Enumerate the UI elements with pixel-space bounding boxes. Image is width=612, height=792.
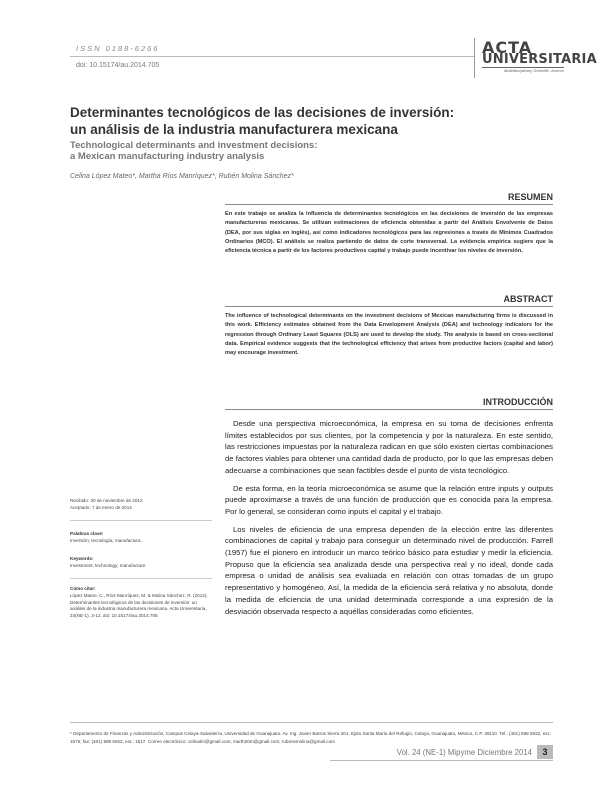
- abstract-rule: [225, 306, 553, 307]
- keywords-es-block: [70, 531, 212, 545]
- article-title-english: [70, 140, 520, 162]
- citation-block: [70, 586, 212, 620]
- keywords-en-block: [70, 556, 212, 570]
- author-affiliation-footnote: * Departamento de Finanzas y Administración, Campus Celaya-Salvatierra, Universidad de Guanajuato. Av. Ing. Javier Barros Sierra 201, Ejido Santa María del Refugio, Celaya, Guanajuato, México, C.P. 38110. Tel.: (461) 598 5922, ext.: 1575; fax: (461) 598 5922, ext.: 1517. Correo electrónico: celinalm@gmail.com; marth20m@gmail.com; rubensmolina@gmail.com: [70, 731, 552, 744]
- keywords-en-label: Keywords:: [70, 556, 94, 561]
- title-line-1: Determinantes tecnológicos de las decisiones de inversión:: [70, 105, 455, 120]
- logo-universitaria: UNIVERSITARIA: [482, 52, 597, 67]
- header-divider: [474, 38, 475, 78]
- authors: Celina López Mateo*, Martha Ríos Manríquez*, Rubén Molina Sánchez*: [70, 173, 294, 180]
- keywords-en: Investment; technology; manufacture.: [70, 562, 147, 568]
- title-en-line-1: Technological determinants and investment decisions:: [70, 140, 318, 151]
- footer-rule: [330, 760, 553, 761]
- title-line-2: un análisis de la industria manufacturera mexicana: [70, 122, 398, 137]
- title-en-line-2: a Mexican manufacturing industry analysis: [70, 151, 265, 162]
- resumen-rule: [225, 204, 553, 205]
- header-rule: [70, 56, 474, 57]
- article-title: [70, 104, 520, 138]
- sidebar-rule-1: [70, 520, 212, 521]
- intro-heading: INTRODUCCIÓN: [483, 397, 553, 407]
- doi[interactable]: doi: 10.15174/au.2014.705: [76, 62, 160, 69]
- resumen-text: En este trabajo se analiza la influencia de determinantes tecnológicos en las decisiones de inversión de las empresas manufactureras mexicanas. Se utilizan estimaciones de eficiencia obtenidas a partir del Análisis Envolvente de Datos (DEA, por sus siglas en inglés), así como indicadores tecnológicos para las regresiones a través de Mínimos Cuadrados Ordinarios (MCO). El análisis se realiza partiendo de datos de corte transversal. La evidencia empírica sugiere que la eficiencia técnica a partir de los factores productivos capital y trabajo puede incentivar los niveles de inversión.: [225, 211, 553, 255]
- intro-paragraph-2: De esta forma, en la teoría microeconómica se asume que la relación entre inputs y outputs puede aproximarse a través de una función de producción que es conocida para la empresa. Por lo general, se consideran como inputs el capital y el trabajo.: [225, 483, 553, 516]
- intro-paragraph-3: Los niveles de eficiencia de una empresa dependen de la elección entre las diferentes combinaciones de capital y trabajo para conseguir un determinado nivel de producción. Farrell (1957) fue el pionero en introducir un marco teórico básico para estudiar y medir la eficiencia. Propuso que la eficiencia sea analizada desde una perspectiva real y no ideal, donde cada empresa o unidad de análisis sea evaluada en relación con otras tomadas de un grupo representativo y homogéneo. Así, la medida de la eficiencia será relativa y no absoluta, donde la medida de eficiencia de una unidad determinada corresponde a una expresión de la desviación observada respecto a aquéllas consideradas como eficientes.: [225, 524, 553, 616]
- keywords-es-label: Palabras clave:: [70, 531, 104, 536]
- dates-block: [70, 498, 212, 512]
- page-number: 3: [537, 745, 553, 759]
- abstract-heading: ABSTRACT: [503, 294, 553, 304]
- resumen-heading: RESUMEN: [507, 192, 553, 202]
- logo-acta: ACTA: [482, 38, 533, 57]
- sidebar-rule-2: [70, 578, 212, 579]
- footnote-rule: [70, 722, 553, 723]
- abstract-text: The influence of technological determinants on the investment decisions of Mexican manufacturing firms is discussed in this work. Efficiency estimates obtained from the Data Envelopment Analysis (DEA) and technology indicators for the regression through Ordinary Least Squares (OLS) are used to develop the study. The analysis is based on cross-sectional data. Empirical evidence suggests that the technological efficiency that arises from productive factors (capital and labor) may encourage investment.: [225, 313, 553, 357]
- intro-body: [225, 418, 553, 623]
- citation: López Mateo, C., Ríos Manríquez, M. & Molina Sánchez, R. (2014). Determinantes tecnológicos de las decisiones de inversión: un análisis de la industria manufacturera mexicana. Acta Universitaria, 24(NE-1), 3-12. doi: 10.15174/au.2014.705: [70, 592, 208, 619]
- intro-rule: [225, 409, 553, 410]
- logo-subtitle: Multidisciplinary Scientific Journal: [504, 68, 564, 73]
- citation-label: Cómo citar:: [70, 586, 96, 591]
- intro-paragraph-1: Desde una perspectiva microeconómica, la empresa en su toma de decisiones enfrenta límites establecidos por sus clientes, por la competencia y por la naturaleza. En este sentido, las restricciones impuestas por la naturaleza radican en que sólo existen ciertas combinaciones de factores viables para obtener una cantidad dada de producto, por lo que las empresas deben adecuarse a combinaciones que sean factibles desde el punto de vista tecnológico.: [225, 419, 553, 475]
- keywords-es: Inversión; tecnología; manufactura.: [70, 537, 142, 543]
- accepted-date: Aceptado: 7 de enero de 2014: [70, 504, 132, 510]
- journal-issue: Vol. 24 (NE-1) Mipyme Diciembre 2014: [396, 748, 532, 757]
- issn: ISSN 0188-6266: [76, 44, 160, 53]
- journal-logo: [482, 38, 597, 78]
- received-date: Recibido: 30 de noviembre de 2012: [70, 498, 143, 503]
